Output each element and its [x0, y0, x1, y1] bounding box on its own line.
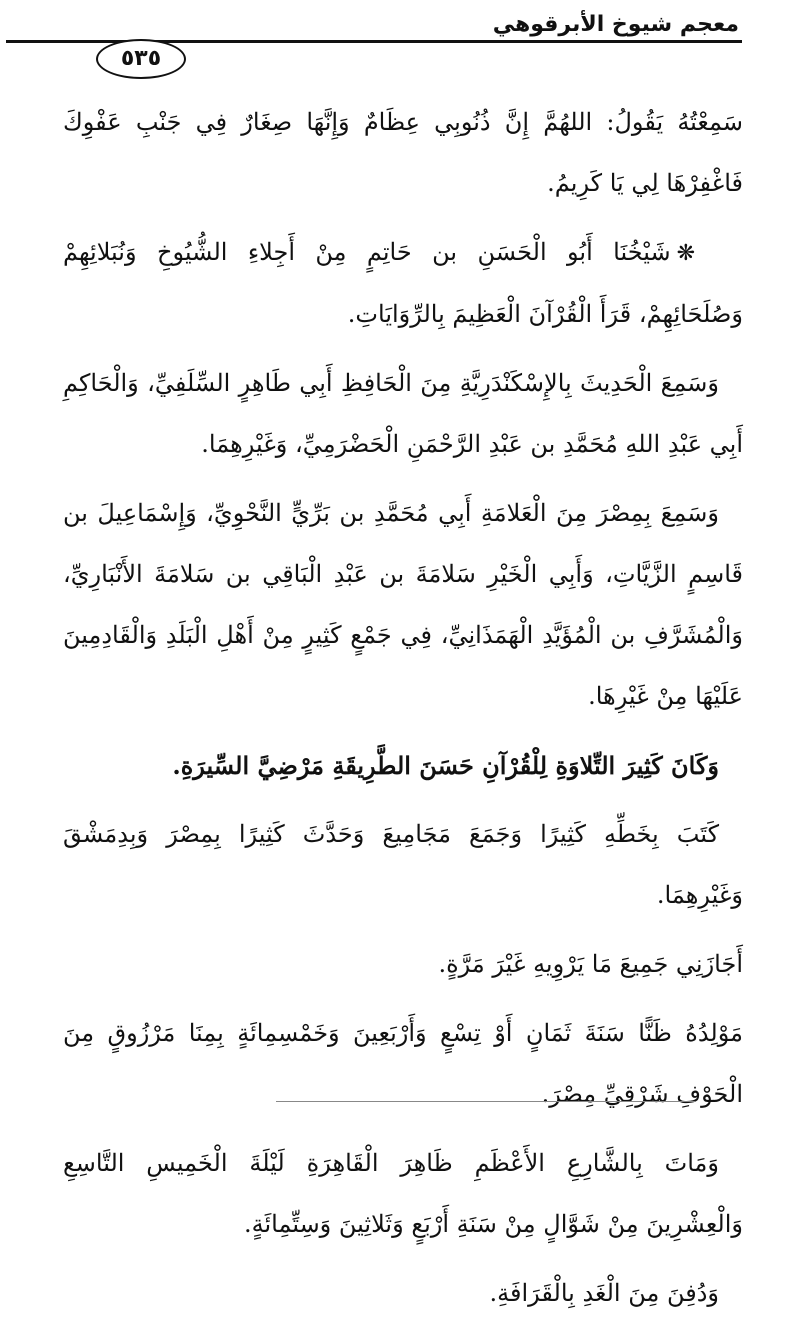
paragraph-death: وَمَاتَ بِالشَّارِعِ الأَعْظَمِ ظَاهِرَ الْقَاهِرَةِ لَيْلَةَ الْخَمِيسِ التَّاسِعِ وَالْعِشْرِينَ مِنْ شَوَّالٍ مِنْ سَنَةِ أَرْبَعٍ وَثَلاثِينَ وَسِتِّمِائَةٍ. — [63, 1149, 743, 1238]
paragraph-birth: مَوْلِدُهُ ظَنًّا سَنَةَ ثَمَانٍ أَوْ تِسْعٍ وَأَرْبَعِينَ وَخَمْسِمِائَةٍ بِمِنَا مَرْزُوقٍ مِنَ الْحَوْفِ شَرْقِيِّ مِصْرَ. — [63, 1019, 743, 1108]
page-number: ٥٣٥ — [96, 39, 186, 79]
footer-rule — [276, 1101, 696, 1102]
paragraph-egypt-hearing: وَسَمِعَ بِمِصْرَ مِنَ الْعَلامَةِ أَبِي مُحَمَّدِ بن بَرِّيٍّ النَّحْوِيِّ، وَإِسْمَاعِيلَ بن قَاسِمٍ الزَّيَّاتِ، وَأَبِي الْخَيْرِ سَلامَةَ بن عَبْدِ الْبَاقِي بن سَلامَةَ الأَنْبَارِيِّ، وَالْمُشَرَّفِ بن الْمُؤَيَّدِ الْهَمَذَانِيِّ، فِي جَمْعٍ كَثِيرٍ مِنْ أَهْلِ الْبَلَدِ وَالْقَادِمِينَ عَلَيْهَا مِنْ غَيْرِهَا. — [63, 499, 743, 710]
page-body — [63, 92, 743, 1332]
star-icon: ❋ — [676, 241, 695, 266]
paragraph-prayer: سَمِعْتُهُ يَقُولُ: اللهُمَّ إِنَّ ذُنُوبِي عِظَامٌ وَإِنَّهَا صِغَارٌ فِي جَنْبِ عَفْوِكَ فَاغْفِرْهَا لِي يَا كَرِيمُ. — [63, 108, 743, 197]
paragraph-license: أَجَازَنِي جَمِيعَ مَا يَرْوِيهِ غَيْرَ مَرَّةٍ. — [438, 950, 743, 978]
paragraph-biography-intro — [63, 222, 743, 345]
book-title: معجم شيوخ الأبرقوهي — [492, 12, 739, 37]
paragraph-alexandria-hearing: وَسَمِعَ الْحَدِيثَ بِالإِسْكَنْدَرِيَّةِ مِنَ الْحَافِظِ أَبِي طَاهِرٍ السِّلَفِيِّ، وَالْحَاكِمِ أَبِي عَبْدِ اللهِ مُحَمَّدِ بن عَبْدِ الرَّحْمَنِ الْحَضْرَمِيِّ، وَغَيْرِهِمَا. — [63, 369, 743, 458]
paragraph-biography-intro-text: شَيْخُنَا أَبُو الْحَسَنِ بن حَاتِمٍ مِنْ أَجِلاءِ الشُّيُوخِ وَنُبَلائِهِمْ وَصُلَحَائِهِمْ، قَرَأَ الْقُرْآنَ الْعَظِيمَ بِالرِّوَايَاتِ. — [63, 238, 743, 328]
paragraph-writing: كَتَبَ بِخَطِّهِ كَثِيرًا وَجَمَعَ مَجَامِيعَ وَحَدَّثَ كَثِيرًا بِمِصْرَ وَبِدِمَشْقَ وَغَيْرِهِمَا. — [63, 820, 743, 909]
paragraph-recitation: وَكَانَ كَثِيرَ التِّلاوَةِ لِلْقُرْآنِ حَسَنَ الطَّرِيقَةِ مَرْضِيَّ السِّيرَةِ. — [172, 751, 719, 780]
paragraph-burial: وَدُفِنَ مِنَ الْغَدِ بِالْقَرَافَةِ. — [489, 1279, 719, 1307]
page-header — [0, 6, 807, 70]
